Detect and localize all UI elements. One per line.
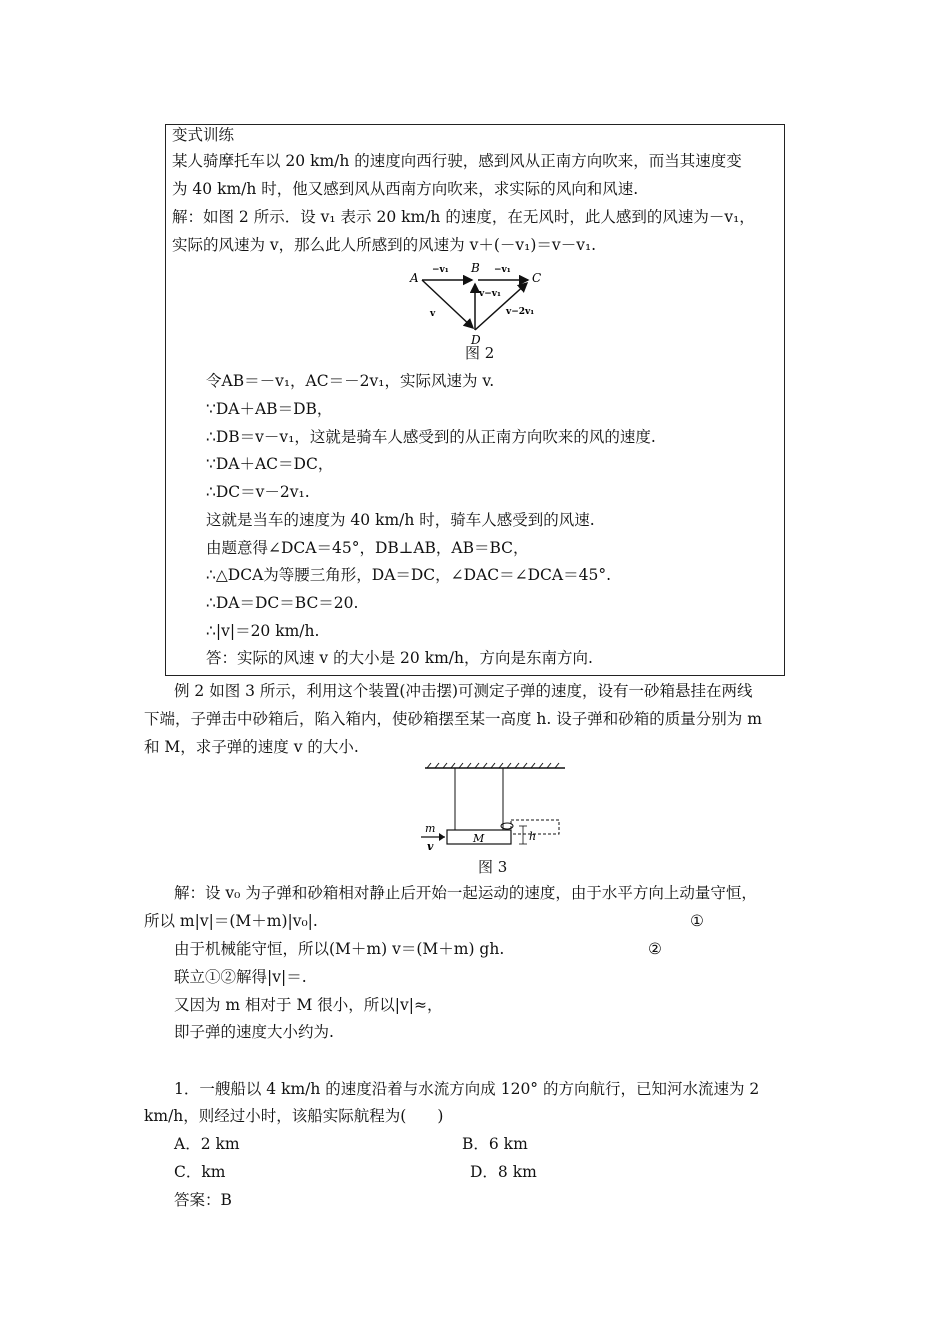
option-d: D．8 km (470, 1163, 537, 1181)
vector-bc-label: −v₁ (494, 265, 511, 275)
vector-dc-label: v−2v₁ (506, 307, 535, 317)
question-line: km/h，则经过小时，该船实际航程为( ) (144, 1107, 444, 1125)
figure-2-caption: 图 2 (465, 344, 495, 362)
box-mass-label: M (473, 832, 485, 845)
solution-line: 解：设 v₀ 为子弹和砂箱相对静止后开始一起运动的速度，由于水平方向上动量守恒， (174, 884, 757, 902)
equation-mark-1: ① (690, 912, 704, 930)
solution-line: 实际的风速为 v，那么此人所感到的风速为 v＋(－v₁)＝v－v₁. (172, 236, 597, 254)
step-line: 令AB＝－v₁，AC＝－2v₁，实际风速为 v. (206, 372, 495, 390)
figure-3-ballistic-pendulum (415, 760, 575, 855)
problem-line: 为 40 km/h 时，他又感到风从西南方向吹来，求实际的风向和风速. (172, 180, 639, 198)
point-b-label: B (471, 261, 480, 275)
step-line: ∴△DCA为等腰三角形，DA＝DC，∠DAC＝∠DCA＝45°. (206, 566, 612, 584)
solution-line: 即子弹的速度大小约为. (174, 1023, 334, 1041)
figure-3-caption: 图 3 (478, 858, 508, 876)
solution-line: 由于机械能守恒，所以(M＋m) v＝(M＋m) gh. (174, 940, 505, 958)
vector-db-label: v−v₁ (479, 289, 501, 299)
point-c-label: C (532, 271, 542, 285)
answer-line: 答：实际的风速 v 的大小是 20 km/h，方向是东南方向. (206, 649, 593, 667)
solution-line: 联立①②解得|v|＝. (174, 968, 307, 986)
option-b: B．6 km (462, 1135, 528, 1153)
solution-line: 所以 m|v|＝(M＋m)|v₀|. (144, 912, 318, 930)
step-line: ∵DA＋AB＝DB， (206, 400, 333, 418)
height-label: h (529, 830, 537, 843)
step-line: 由题意得∠DCA＝45°，DB⊥AB，AB＝BC， (206, 539, 529, 557)
equation-mark-2: ② (648, 940, 662, 958)
figure-2-vector-diagram (400, 258, 560, 348)
example-line: 和 M，求子弹的速度 v 的大小. (144, 738, 359, 756)
vector-ab-label: −v₁ (432, 265, 449, 275)
box-title: 变式训练 (172, 126, 235, 144)
vector-da-label: v (430, 309, 436, 319)
point-d-label: D (471, 333, 481, 347)
bullet-mass-label: m (425, 822, 436, 835)
step-line: ∴DB＝v－v₁，这就是骑车人感受到的从正南方向吹来的风的速度. (206, 428, 656, 446)
step-line: ∴DC＝v－2v₁. (206, 483, 310, 501)
solution-line: 又因为 m 相对于 M 很小，所以|v|≈， (174, 996, 443, 1014)
step-line: ∴|v|＝20 km/h. (206, 622, 320, 640)
example-line: 例 2 如图 3 所示，利用这个装置(冲击摆)可测定子弹的速度，设有一砂箱悬挂在两线 (174, 682, 753, 700)
step-line: ∴DA＝DC＝BC＝20. (206, 594, 359, 612)
solution-line: 解：如图 2 所示．设 v₁ 表示 20 km/h 的速度，在无风时，此人感到的风速为－v₁， (172, 208, 755, 226)
question-line: 1．一艘船以 4 km/h 的速度沿着与水流方向成 120° 的方向航行，已知河水流速为 2 (174, 1080, 760, 1098)
option-a: A．2 km (174, 1135, 240, 1153)
step-line: 这就是当车的速度为 40 km/h 时，骑车人感受到的风速. (206, 511, 595, 529)
answer: 答案：B (174, 1191, 232, 1209)
bullet-velocity-label: v (427, 840, 434, 853)
example-line: 下端，子弹击中砂箱后，陷入箱内，使砂箱摆至某一高度 h. 设子弹和砂箱的质量分别为 m (144, 710, 762, 728)
problem-line: 某人骑摩托车以 20 km/h 的速度向西行驶，感到风从正南方向吹来，而当其速度变 (172, 152, 742, 170)
step-line: ∵DA＋AC＝DC， (206, 455, 334, 473)
point-a-label: A (410, 271, 419, 285)
option-c: C．km (174, 1163, 226, 1181)
